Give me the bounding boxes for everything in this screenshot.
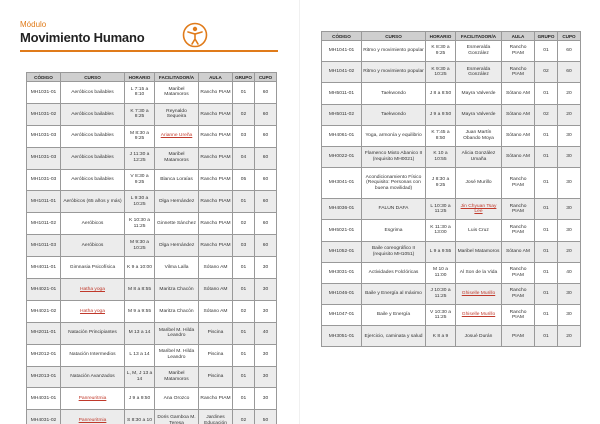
cell-room: Sótano AM xyxy=(199,300,233,322)
cell-capacity: 30 xyxy=(255,279,277,301)
table-row xyxy=(322,104,581,125)
cell-facilitator: Maribel Matamoros xyxy=(155,366,199,388)
cell-facilitator: Maribel M. Hilda Leandro xyxy=(155,322,199,344)
cell-capacity: 60 xyxy=(255,213,277,235)
module-header xyxy=(20,20,280,52)
cell-room: Sótano AM xyxy=(502,104,535,125)
cell-group: 01 xyxy=(233,279,255,301)
cell-code: MH1031-03 xyxy=(27,169,61,191)
cell-code: MH1031-02 xyxy=(27,103,61,125)
cell-code: MH1041-02 xyxy=(322,62,362,83)
cell-schedule: L, M, J 13 a 14 xyxy=(125,366,155,388)
cell-room: Rancho PIAM xyxy=(199,213,233,235)
cell-schedule: L 13 a 14 xyxy=(125,344,155,366)
cell-group: 01 xyxy=(535,41,558,62)
cell-group: 02 xyxy=(233,410,255,424)
cell-course: Aeróbicos bailables xyxy=(61,125,125,147)
module-title: Movimiento Humano xyxy=(20,30,145,45)
cell-group: 01 xyxy=(233,388,255,410)
cell-schedule: K 8 a 9 xyxy=(426,326,456,347)
cell-capacity: 60 xyxy=(255,125,277,147)
cell-capacity: 30 xyxy=(558,125,581,146)
cell-course: Panreuritmia xyxy=(61,388,125,410)
cell-capacity: 30 xyxy=(558,220,581,241)
cell-code: MH5011-01 xyxy=(322,83,362,104)
table-row xyxy=(322,168,581,199)
cell-course: Baile y Energía xyxy=(362,305,426,326)
cell-schedule: K 9:30 a 10:25 xyxy=(426,62,456,83)
cell-code: MH5011-02 xyxy=(322,104,362,125)
cell-code: MH4036-01 xyxy=(322,199,362,220)
cell-code: MH4031-02 xyxy=(27,410,61,424)
cell-course: Aeróbicos bailables xyxy=(61,169,125,191)
cell-course: Baile coreográfico II (requisito MH1051) xyxy=(362,241,426,262)
cell-capacity: 20 xyxy=(558,241,581,262)
cell-schedule: M 8:30 a 9:25 xyxy=(125,125,155,147)
cell-code: MH1011-02 xyxy=(27,213,61,235)
table-row xyxy=(322,199,581,220)
cell-capacity: 60 xyxy=(558,41,581,62)
cell-group: 01 xyxy=(535,283,558,304)
cell-capacity: 20 xyxy=(558,83,581,104)
course-table-left xyxy=(26,72,277,424)
cell-facilitator: Maribel Matamoros xyxy=(456,241,502,262)
cell-capacity: 40 xyxy=(255,322,277,344)
cell-capacity: 30 xyxy=(255,344,277,366)
cell-room: Rancho PIAM xyxy=(199,125,233,147)
cell-room: Rancho PIAM xyxy=(199,82,233,104)
cell-group: 01 xyxy=(233,322,255,344)
column-header-facilitator: FACILITADOR/A xyxy=(456,32,502,41)
cell-schedule: K 7:30 a 8:25 xyxy=(125,103,155,125)
cell-code: MH1031-01 xyxy=(27,82,61,104)
cell-room: Rancho PIAM xyxy=(502,41,535,62)
cell-group: 01 xyxy=(535,305,558,326)
cell-schedule: K 10 a 10:55 xyxy=(426,146,456,167)
cell-facilitator: Ana Orozco xyxy=(155,388,199,410)
cell-course: Aeróbicos xyxy=(61,213,125,235)
cell-facilitator: Vilma Lalla xyxy=(155,257,199,279)
table-row xyxy=(322,283,581,304)
table-row xyxy=(27,366,277,388)
cell-group: 01 xyxy=(535,83,558,104)
table-row xyxy=(27,279,277,301)
cell-group: 01 xyxy=(535,241,558,262)
column-header-code: CÓDIGO xyxy=(322,32,362,41)
column-header-group: GRUPO xyxy=(535,32,558,41)
cell-room: Rancho PIAM xyxy=(502,220,535,241)
cell-facilitator: Mayra Valverde xyxy=(456,83,502,104)
cell-facilitator: Esmeralda González xyxy=(456,62,502,83)
cell-course: Panreuritmia xyxy=(61,410,125,424)
cell-course: Ejercicio, caminata y salud xyxy=(362,326,426,347)
cell-capacity: 60 xyxy=(255,169,277,191)
cell-course: Flamenco Mixto Abanico II (requisito MH0021) xyxy=(362,146,426,167)
cell-facilitator: Maribel Matamoros xyxy=(155,82,199,104)
cell-group: 01 xyxy=(535,168,558,199)
cell-group: 01 xyxy=(535,199,558,220)
cell-course: Aeróbicos xyxy=(61,235,125,257)
table-header-row xyxy=(322,32,581,41)
cell-code: MH4061-01 xyxy=(322,125,362,146)
cell-group: 03 xyxy=(233,235,255,257)
cell-room: Sótano AM xyxy=(502,125,535,146)
cell-code: MH3051-01 xyxy=(322,326,362,347)
cell-capacity: 50 xyxy=(255,410,277,424)
table-row xyxy=(322,41,581,62)
cell-group: 02 xyxy=(233,213,255,235)
cell-facilitator: Blanca Loraías xyxy=(155,169,199,191)
table-row xyxy=(27,344,277,366)
column-header-schedule: HORARIO xyxy=(426,32,456,41)
cell-group: 01 xyxy=(535,262,558,283)
cell-group: 02 xyxy=(233,300,255,322)
cell-schedule: J 8 a 8:50 xyxy=(426,83,456,104)
cell-code: MH1031-03 xyxy=(27,125,61,147)
cell-group: 01 xyxy=(535,220,558,241)
cell-room: Sótano AM xyxy=(502,146,535,167)
cell-facilitator: Ghiselle Murillo xyxy=(456,305,502,326)
cell-capacity: 40 xyxy=(558,262,581,283)
cell-room: Rancho PIAM xyxy=(502,262,535,283)
cell-code: MH4031-01 xyxy=(27,388,61,410)
table-row xyxy=(322,83,581,104)
cell-facilitator: Reynaldo Sequeira xyxy=(155,103,199,125)
cell-room: Rancho PIAM xyxy=(199,388,233,410)
table-row xyxy=(27,125,277,147)
cell-code: MH1047-01 xyxy=(322,305,362,326)
cell-room: Rancho PIAM xyxy=(199,147,233,169)
table-row xyxy=(322,262,581,283)
cell-capacity: 20 xyxy=(558,104,581,125)
cell-room: Jardines Educación xyxy=(199,410,233,424)
table-row xyxy=(322,146,581,167)
cell-schedule: K 10:30 a 11:25 xyxy=(125,213,155,235)
cell-schedule: S 8:30 a 10 xyxy=(125,410,155,424)
cell-schedule: L 9 a 9:55 xyxy=(426,241,456,262)
right-page xyxy=(300,0,600,424)
cell-course: Aeróbicos bailables xyxy=(61,147,125,169)
cell-code: MH4011-01 xyxy=(27,257,61,279)
cell-code: MH2011-01 xyxy=(27,322,61,344)
cell-capacity: 30 xyxy=(558,168,581,199)
cell-schedule: J 9 a 9:50 xyxy=(426,104,456,125)
cell-schedule: K 11:30 a 13:00 xyxy=(426,220,456,241)
cell-room: Piscina xyxy=(199,322,233,344)
table-row xyxy=(27,169,277,191)
cell-schedule: J 8:30 a 9:25 xyxy=(426,168,456,199)
column-header-schedule: HORARIO xyxy=(125,73,155,82)
cell-capacity: 60 xyxy=(255,103,277,125)
cell-group: 03 xyxy=(233,125,255,147)
cell-course: Natación Avanzados xyxy=(61,366,125,388)
cell-code: MH1031-03 xyxy=(27,147,61,169)
cell-room: Sótano AM xyxy=(199,257,233,279)
cell-group: 01 xyxy=(233,257,255,279)
cell-capacity: 30 xyxy=(558,199,581,220)
cell-course: Ritmo y movimiento popular xyxy=(362,62,426,83)
cell-room: Rancho PIAM xyxy=(199,169,233,191)
cell-code: MH2013-01 xyxy=(27,366,61,388)
column-header-course: CURSO xyxy=(362,32,426,41)
cell-facilitator: Doris Gamboa M. Teresa xyxy=(155,410,199,424)
cell-capacity: 30 xyxy=(255,300,277,322)
table-header-row xyxy=(27,73,277,82)
column-header-room: AULA xyxy=(199,73,233,82)
cell-capacity: 30 xyxy=(255,257,277,279)
cell-room: Sótano AM xyxy=(502,83,535,104)
cell-capacity: 60 xyxy=(255,82,277,104)
cell-room: Sótano AM xyxy=(502,241,535,262)
cell-group: 01 xyxy=(233,344,255,366)
cell-facilitator: Arianne Ureña xyxy=(155,125,199,147)
table-row xyxy=(27,322,277,344)
cell-room: Rancho PIAM xyxy=(502,283,535,304)
table-row xyxy=(27,147,277,169)
cell-facilitator: Maritza Chacón xyxy=(155,300,199,322)
cell-capacity: 30 xyxy=(255,388,277,410)
cell-group: 01 xyxy=(535,146,558,167)
cell-schedule: M 8 a 8:55 xyxy=(125,279,155,301)
cell-facilitator: José Murillo xyxy=(456,168,502,199)
cell-schedule: L 7:15 a 8:10 xyxy=(125,82,155,104)
cell-capacity: 60 xyxy=(255,147,277,169)
cell-code: MH4021-02 xyxy=(27,300,61,322)
cell-room: Rancho PIAM xyxy=(502,199,535,220)
human-figure-icon xyxy=(182,22,208,48)
cell-code: MH1052-01 xyxy=(322,241,362,262)
cell-group: 01 xyxy=(233,82,255,104)
cell-schedule: M 9:30 a 10:25 xyxy=(125,235,155,257)
cell-capacity: 60 xyxy=(255,191,277,213)
cell-group: 02 xyxy=(535,104,558,125)
cell-schedule: V 10:30 a 11:25 xyxy=(426,305,456,326)
cell-facilitator: Maribel Matamoros xyxy=(155,147,199,169)
cell-room: Rancho PIAM xyxy=(502,62,535,83)
cell-schedule: M 9 a 9:55 xyxy=(125,300,155,322)
table-row xyxy=(27,213,277,235)
cell-facilitator: Olga Hernández xyxy=(155,191,199,213)
cell-code: MH3041-01 xyxy=(322,168,362,199)
cell-schedule: J 11:30 a 12:25 xyxy=(125,147,155,169)
cell-facilitator: Josué Durán xyxy=(456,326,502,347)
column-header-group: GRUPO xyxy=(233,73,255,82)
cell-capacity: 30 xyxy=(558,283,581,304)
cell-course: Aeróbicos (65 años y más) xyxy=(61,191,125,213)
table-row xyxy=(27,300,277,322)
cell-capacity: 60 xyxy=(558,62,581,83)
cell-facilitator: Olga Hernández xyxy=(155,235,199,257)
cell-room: Rancho PIAM xyxy=(502,168,535,199)
table-row xyxy=(27,410,277,424)
cell-capacity: 30 xyxy=(558,146,581,167)
cell-course: Taekwondo xyxy=(362,83,426,104)
table-row xyxy=(27,235,277,257)
cell-code: MH2012-01 xyxy=(27,344,61,366)
table-row xyxy=(27,388,277,410)
cell-group: 02 xyxy=(535,62,558,83)
cell-room: Rancho PIAM xyxy=(502,305,535,326)
cell-group: 01 xyxy=(535,326,558,347)
cell-room: PIAM xyxy=(502,326,535,347)
cell-group: 05 xyxy=(233,169,255,191)
cell-schedule: K 8:30 a 9:25 xyxy=(426,41,456,62)
cell-facilitator: Ghiselle Murillo xyxy=(456,283,502,304)
cell-course: Esgrima xyxy=(362,220,426,241)
table-row xyxy=(322,326,581,347)
cell-course: Aeróbicos bailables xyxy=(61,103,125,125)
cell-code: MH1041-01 xyxy=(322,41,362,62)
cell-schedule: M 13 a 14 xyxy=(125,322,155,344)
table-row xyxy=(27,257,277,279)
cell-facilitator: Mayra Valverde xyxy=(456,104,502,125)
cell-course: Natación Principiantes xyxy=(61,322,125,344)
cell-code: MH3031-01 xyxy=(322,262,362,283)
table-row xyxy=(322,125,581,146)
cell-capacity: 30 xyxy=(255,366,277,388)
table-row xyxy=(322,220,581,241)
cell-course: FALUN DAFA xyxy=(362,199,426,220)
cell-schedule: L 9:30 a 10:25 xyxy=(125,191,155,213)
column-header-room: AULA xyxy=(502,32,535,41)
course-table-right xyxy=(321,31,581,347)
cell-course: Taekwondo xyxy=(362,104,426,125)
column-header-facilitator: FACILITADOR/A xyxy=(155,73,199,82)
cell-schedule: V 8:30 a 9:25 xyxy=(125,169,155,191)
cell-facilitator: Al Son de la Vida xyxy=(456,262,502,283)
cell-facilitator: Alicia González Umaña xyxy=(456,146,502,167)
cell-course: Yoga, armonía y equilibrio xyxy=(362,125,426,146)
title-underline xyxy=(20,50,278,52)
cell-group: 02 xyxy=(233,103,255,125)
column-header-capacity: CUPO xyxy=(558,32,581,41)
column-header-capacity: CUPO xyxy=(255,73,277,82)
module-label: Módulo xyxy=(20,20,47,29)
cell-code: MH5021-01 xyxy=(322,220,362,241)
column-header-course: CURSO xyxy=(61,73,125,82)
cell-facilitator: Jin Chyuan Tsay Lee xyxy=(456,199,502,220)
cell-code: MH1011-03 xyxy=(27,235,61,257)
cell-facilitator: Esmeralda González xyxy=(456,41,502,62)
table-row xyxy=(322,241,581,262)
column-header-code: CÓDIGO xyxy=(27,73,61,82)
cell-capacity: 60 xyxy=(255,235,277,257)
cell-group: 04 xyxy=(233,147,255,169)
cell-room: Piscina xyxy=(199,366,233,388)
cell-capacity: 30 xyxy=(558,305,581,326)
cell-group: 01 xyxy=(233,191,255,213)
cell-group: 01 xyxy=(233,366,255,388)
cell-facilitator: Luis Cruz xyxy=(456,220,502,241)
cell-course: Hatha yoga xyxy=(61,300,125,322)
cell-code: MH0022-01 xyxy=(322,146,362,167)
cell-room: Sótano AM xyxy=(199,279,233,301)
cell-facilitator: Maritza Chacón xyxy=(155,279,199,301)
cell-room: Piscina xyxy=(199,344,233,366)
cell-schedule: J 10:30 a 11:25 xyxy=(426,283,456,304)
cell-code: MH1046-01 xyxy=(322,283,362,304)
table-row xyxy=(322,305,581,326)
cell-facilitator: Ginnette Sánchez xyxy=(155,213,199,235)
cell-schedule: L 10:30 a 11:25 xyxy=(426,199,456,220)
cell-course: Natación Intermedios xyxy=(61,344,125,366)
cell-schedule: J 9 a 9:50 xyxy=(125,388,155,410)
cell-code: MH4021-01 xyxy=(27,279,61,301)
cell-course: Ritmo y movimiento popular xyxy=(362,41,426,62)
cell-course: Actividades Folclóricas xyxy=(362,262,426,283)
cell-group: 01 xyxy=(535,125,558,146)
cell-course: Hatha yoga xyxy=(61,279,125,301)
cell-schedule: K 9 a 10:00 xyxy=(125,257,155,279)
cell-course: Baile y Energía al máximo xyxy=(362,283,426,304)
cell-facilitator: Maribel M. Hilda Leandro xyxy=(155,344,199,366)
table-row xyxy=(27,103,277,125)
cell-course: Acondicionamiento Físico (Requisito: Personas con buena movilidad) xyxy=(362,168,426,199)
cell-course: Gimnasia Psicofísica xyxy=(61,257,125,279)
cell-room: Rancho PIAM xyxy=(199,235,233,257)
table-row xyxy=(322,62,581,83)
cell-course: Aeróbicos bailables xyxy=(61,82,125,104)
cell-room: Rancho PIAM xyxy=(199,191,233,213)
table-row xyxy=(27,191,277,213)
cell-capacity: 20 xyxy=(558,326,581,347)
cell-schedule: K 7:45 a 8:50 xyxy=(426,125,456,146)
cell-room: Rancho PIAM xyxy=(199,103,233,125)
table-row xyxy=(27,82,277,104)
cell-schedule: M 10 a 11:00 xyxy=(426,262,456,283)
cell-code: MH1011-01 xyxy=(27,191,61,213)
cell-facilitator: Juan Martín Obando Moya xyxy=(456,125,502,146)
